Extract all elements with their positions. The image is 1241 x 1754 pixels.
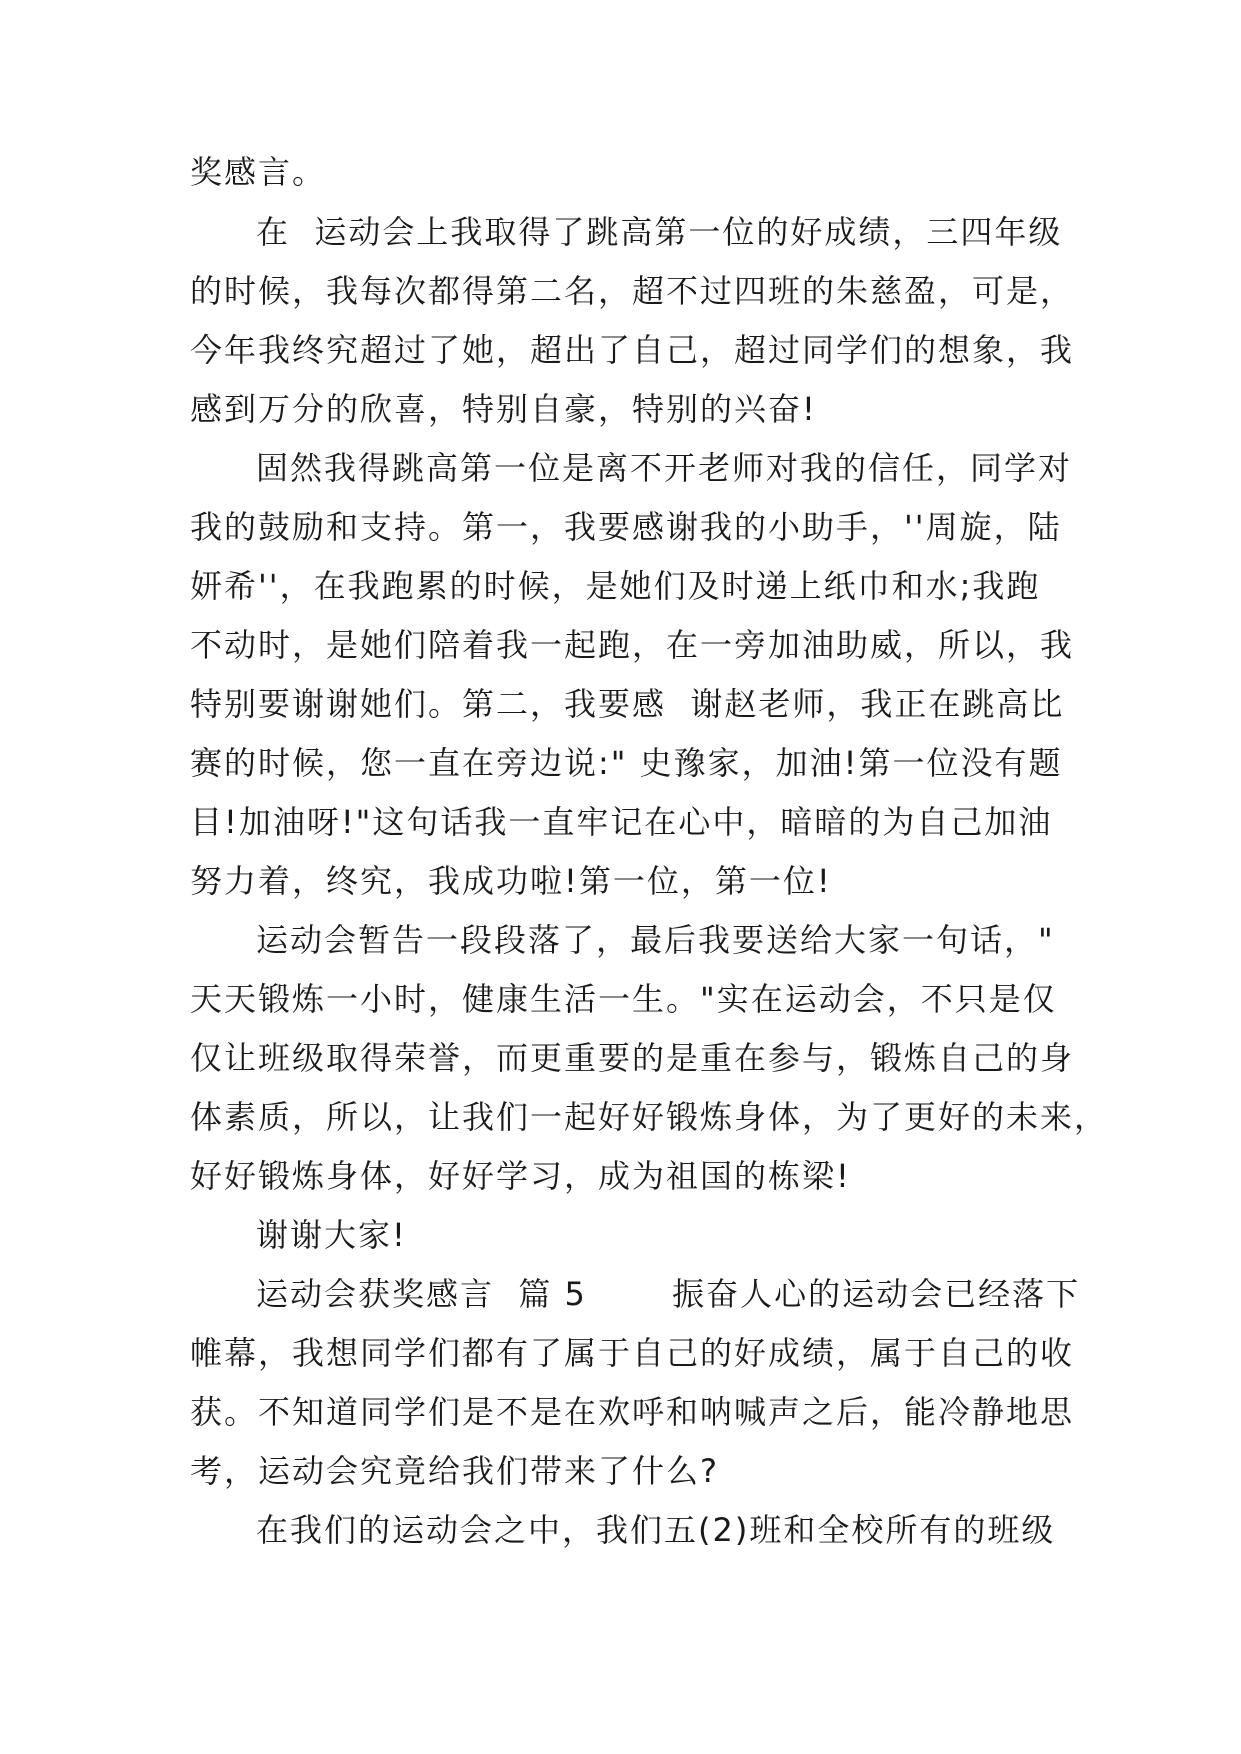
text-line: 在 运动会上我取得了跳高第一位的好成绩，三四年级 (256, 213, 1063, 251)
text-line: 运动会暂告一段段落了，最后我要送给大家一句话，" (256, 921, 1055, 959)
text-line: 赛的时候，您一直在旁边说:" 史豫家，加油!第一位没有题 (190, 744, 1063, 782)
text-line: 奖感言。 (190, 153, 327, 191)
text-line: 考，运动会究竟给我们带来了什么? (190, 1452, 719, 1490)
text-line: 获。不知道同学们是不是在欢呼和呐喊声之后，能冷静地思 (190, 1393, 1075, 1431)
text-line: 仅让班级取得荣誉，而更重要的是重在参与，锻炼自己的身 (190, 1039, 1075, 1077)
text-line: 谢谢大家! (256, 1216, 407, 1254)
text-line: 我的鼓励和支持。第一，我要感谢我的小助手，''周旋，陆 (190, 508, 1062, 546)
text-line: 努力着，终究，我成功啦!第一位，第一位! (190, 862, 832, 900)
text-line: 的时候，我每次都得第二名，超不过四班的朱慈盈，可是， (190, 272, 1075, 310)
text-line: 帷幕，我想同学们都有了属于自己的好成绩，属于自己的收 (190, 1334, 1075, 1372)
text-line: 在我们的运动会之中，我们五(2)班和全校所有的班级 (256, 1511, 1056, 1549)
text-line: 体素质，所以，让我们一起好好锻炼身体，为了更好的未来， (190, 1098, 1109, 1136)
text-line: 今年我终究超过了她，超出了自己，超过同学们的想象，我 (190, 331, 1075, 369)
text-line: 感到万分的欣喜，特别自豪，特别的兴奋! (190, 390, 817, 428)
text-line: 目!加油呀!"这句话我一直牢记在心中，暗暗的为自己加油 (190, 803, 1053, 841)
text-line: 好好锻炼身体，好好学习，成为祖国的栋梁! (190, 1157, 851, 1195)
text-line: 固然我得跳高第一位是离不开老师对我的信任，同学对 (256, 449, 1073, 487)
text-line: 特别要谢谢她们。第二，我要感 谢赵老师，我正在跳高比 (190, 685, 1065, 723)
text-line: 天天锻炼一小时，健康生活一生。"实在运动会，不只是仅 (190, 980, 1057, 1018)
text-line: 妍希''，在我跑累的时候，是她们及时递上纸巾和水;我跑 (190, 567, 1041, 605)
text-line: 不动时，是她们陪着我一起跑，在一旁加油助威，所以，我 (190, 626, 1075, 664)
text-line: 运动会获奖感言 篇 5 振奋人心的运动会已经落下 (256, 1275, 1081, 1313)
